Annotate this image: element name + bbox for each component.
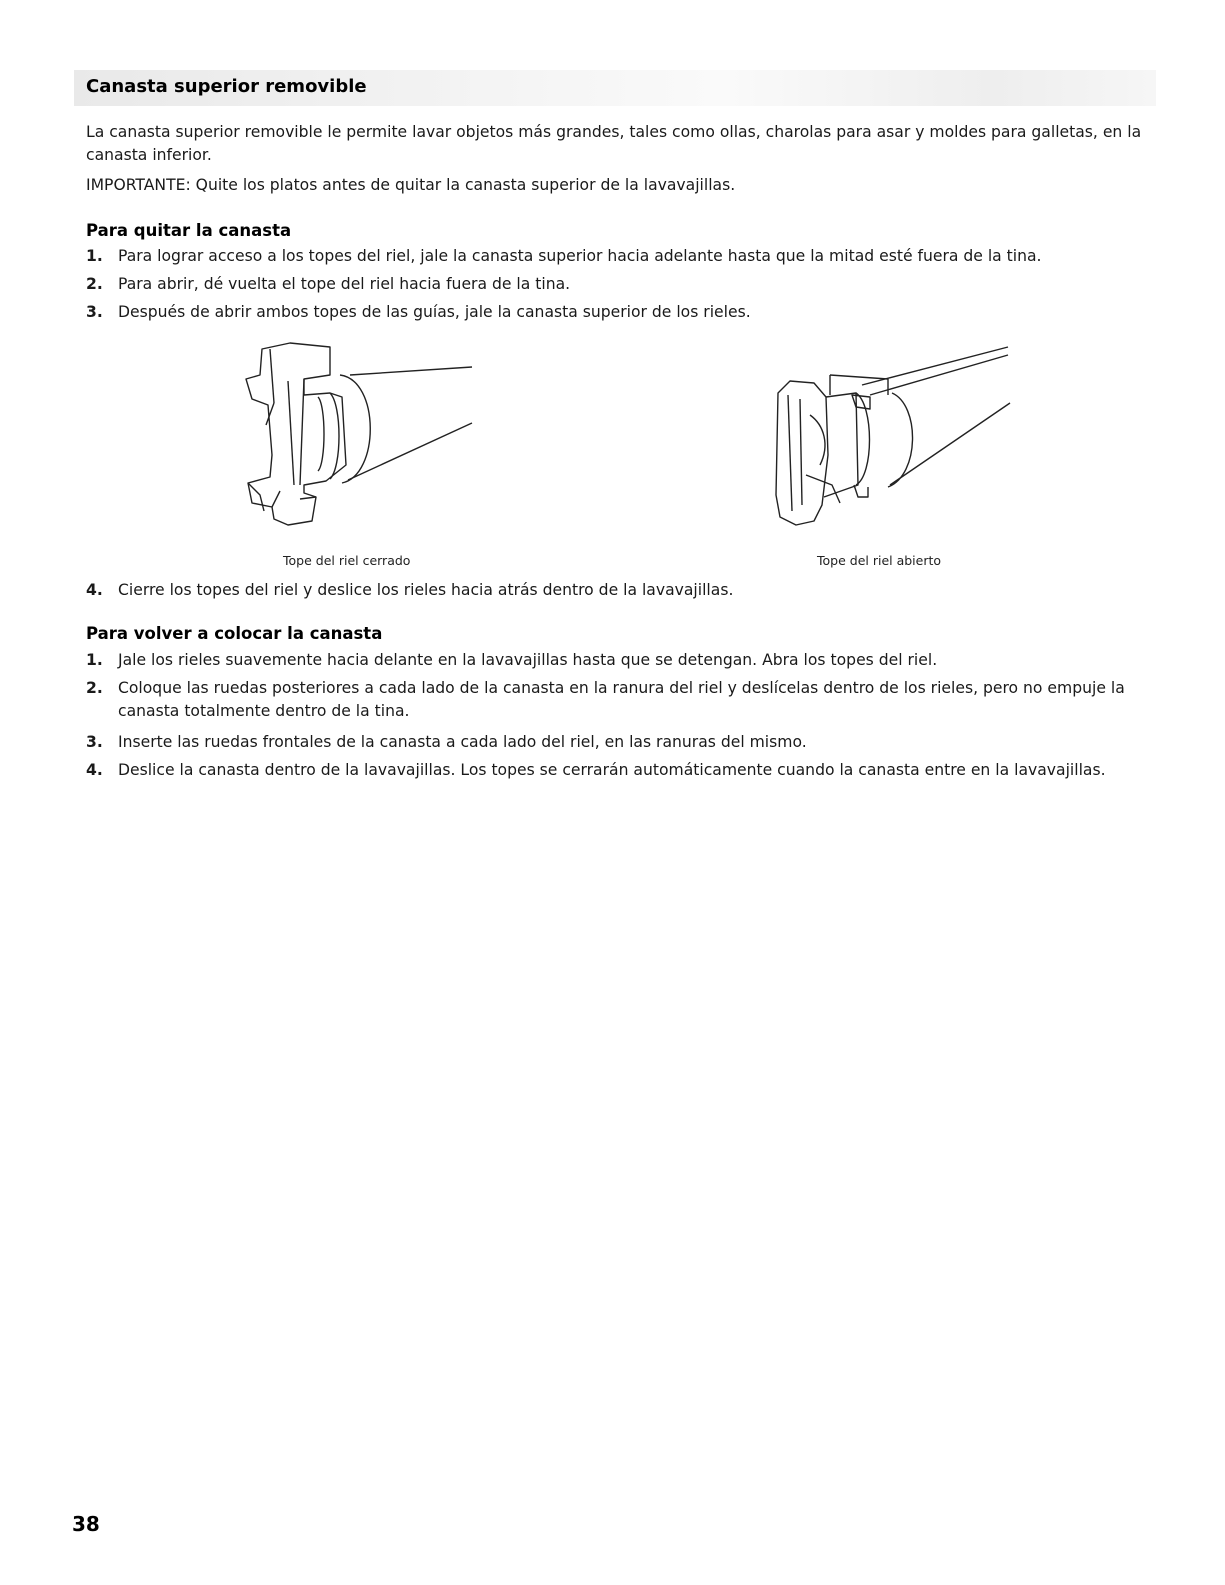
rail-stop-open-illustration	[770, 335, 1030, 535]
step-text: Deslice la canasta dentro de la lavavajillas. Los topes se cerrarán automáticamente cuando la canasta entre en la lavavajillas.	[118, 761, 1106, 779]
step-text: Para lograr acceso a los topes del riel, jale la canasta superior hacia adelante hasta que la mitad esté fuera de la tina.	[118, 247, 1042, 265]
step-number: 3.	[86, 303, 103, 321]
step-number: 1.	[86, 651, 103, 669]
step-text: Coloque las ruedas posteriores a cada lado de la canasta en la ranura del riel y deslícelas dentro de los rieles, pero no empuje la canasta totalmente dentro de la tina.	[118, 679, 1125, 720]
intro-paragraph: La canasta superior removible le permite lavar objetos más grandes, tales como ollas, charolas para asar y moldes para galletas, en la canasta inferior.	[86, 123, 1142, 164]
step-text: Cierre los topes del riel y deslice los rieles hacia atrás dentro de la lavavajillas.	[118, 581, 734, 599]
important-text: Quite los platos antes de quitar la canasta superior de la lavavajillas.	[190, 176, 736, 194]
section-title: Canasta superior removible	[86, 76, 367, 97]
step-number: 2.	[86, 679, 103, 697]
step-text: Para abrir, dé vuelta el tope del riel hacia fuera de la tina.	[118, 275, 571, 293]
step-number: 1.	[86, 247, 103, 265]
rail-stop-closed-illustration	[230, 335, 490, 535]
step-text: Inserte las ruedas frontales de la canasta a cada lado del riel, en las ranuras del mismo.	[118, 733, 807, 751]
step-number: 3.	[86, 733, 103, 751]
remove-heading: Para quitar la canasta	[86, 221, 292, 240]
step-text: Después de abrir ambos topes de las guías, jale la canasta superior de los rieles.	[118, 303, 751, 321]
section-banner	[74, 70, 1156, 106]
step-number: 4.	[86, 581, 103, 599]
replace-heading: Para volver a colocar la canasta	[86, 624, 383, 643]
open-caption: Tope del riel abierto	[817, 553, 942, 568]
step-number: 4.	[86, 761, 103, 779]
page-number: 38	[72, 1512, 100, 1536]
important-label: IMPORTANTE:	[86, 176, 191, 194]
closed-caption: Tope del riel cerrado	[283, 553, 411, 568]
step-text: Jale los rieles suavemente hacia delante en la lavavajillas hasta que se detengan. Abra los topes del riel.	[118, 651, 938, 669]
step-number: 2.	[86, 275, 103, 293]
important-note	[86, 174, 1146, 197]
